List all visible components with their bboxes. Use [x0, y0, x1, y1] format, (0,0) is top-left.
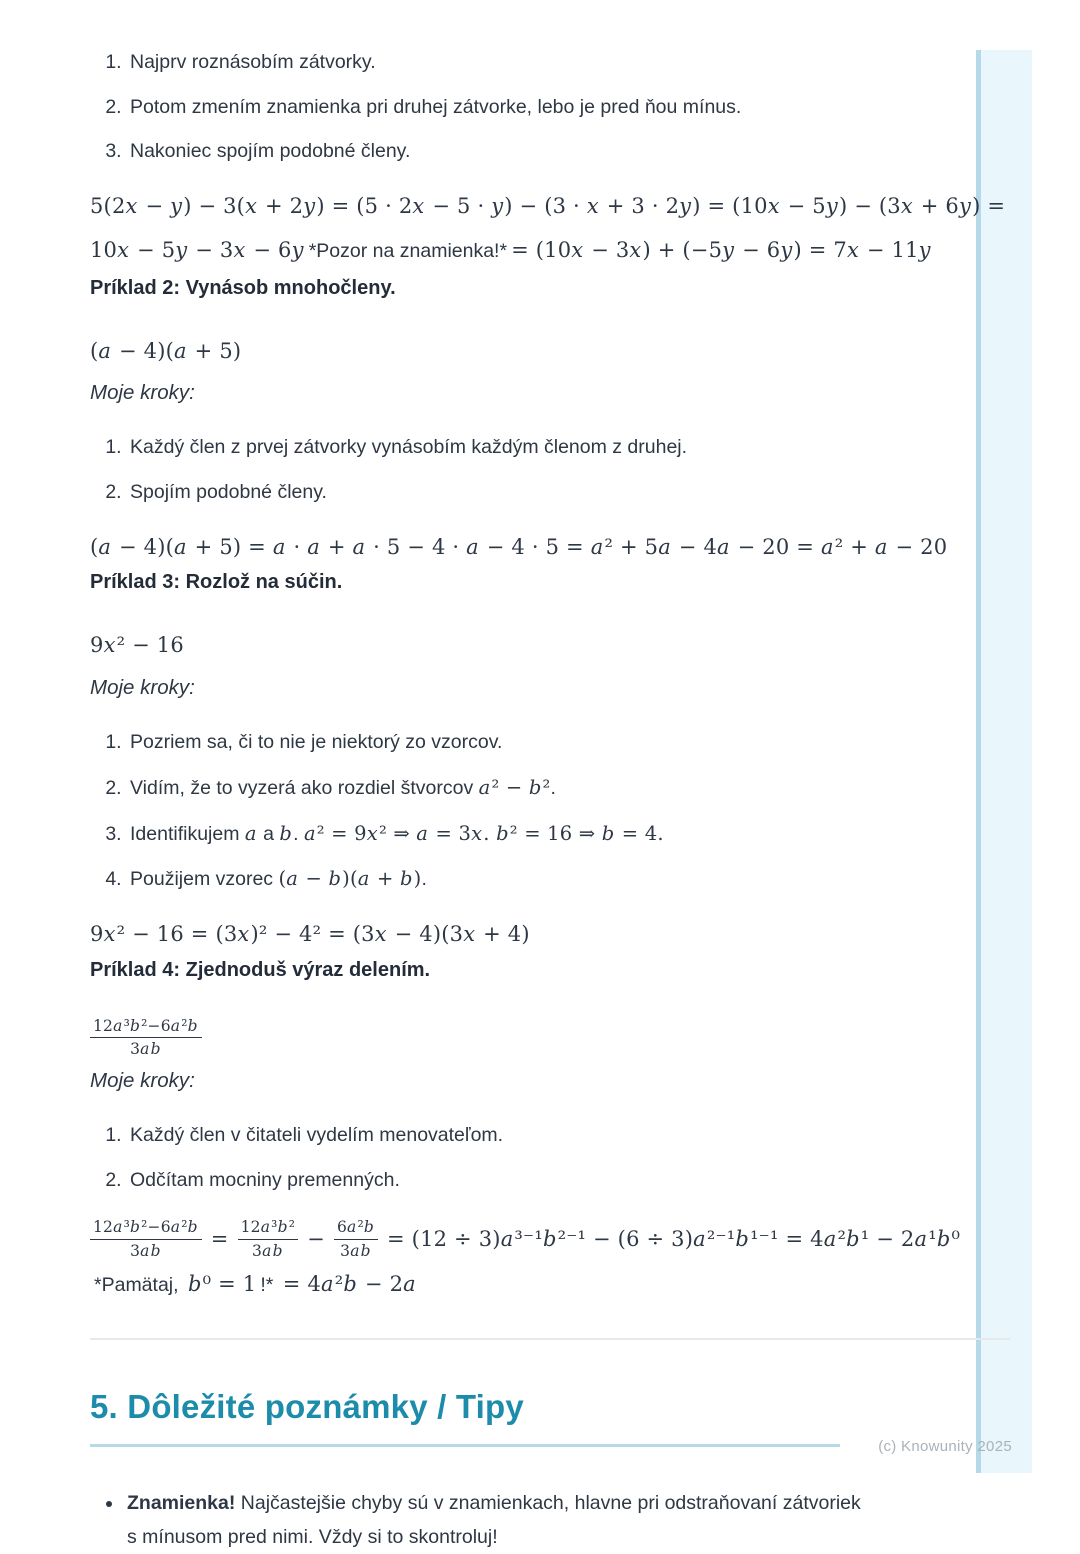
list-item	[127, 730, 1010, 756]
math-expression: −	[307, 1227, 325, 1252]
fraction-denominator: 3ab	[130, 1039, 161, 1058]
example-3-steps-list	[90, 730, 1010, 893]
math-line	[90, 1267, 1010, 1303]
math-expression: = 4a²b − 2a	[282, 1271, 416, 1296]
math-expression: 9x² − 16 = (3x)² − 4² = (3x − 4)(3x + 4)	[90, 922, 530, 947]
fraction-denominator: 3ab	[130, 1241, 161, 1260]
step-text: .	[293, 822, 304, 845]
list-item: 1. Každý člen v čitateli vydelím menovateľom.	[127, 1123, 1010, 1149]
step-text: a	[257, 822, 280, 845]
math-line	[90, 917, 1010, 953]
inline-note: *Pozor na znamienka!*	[308, 239, 508, 262]
fraction-denominator: 3ab	[252, 1241, 283, 1260]
list-item: 2. Potom zmením znamienka pri druhej zátvorke, lebo je pred ňou mínus.	[127, 95, 1010, 121]
math-expression: 10x − 5y − 3x − 6y	[90, 237, 304, 262]
step-text: Pozriem sa, či to nie je niektorý zo vzorcov.	[130, 731, 503, 754]
fraction-denominator: 3ab	[340, 1241, 371, 1260]
example-4-title: Príklad 4: Zjednoduš výraz delením.	[90, 958, 431, 981]
fraction	[238, 1217, 299, 1260]
list-item	[124, 1487, 869, 1553]
my-steps-label: Moje kroky:	[90, 381, 195, 405]
list-item	[127, 866, 1010, 893]
list-item: 1. Každý člen z prvej zátvorky vynásobím každým členom z druhej.	[127, 435, 1010, 461]
fraction-numerator: 6a²b	[334, 1217, 378, 1239]
list-item	[127, 775, 1010, 802]
math-expression: = (12 ÷ 3)a³⁻¹b²⁻¹ − (6 ÷ 3)a²⁻¹b¹⁻¹ = 4a²b¹ − 2a¹b⁰	[387, 1227, 961, 1252]
fraction-numerator: 12a³b²−6a²b	[90, 1217, 202, 1239]
fraction	[90, 1016, 202, 1059]
math-expression: (a − 4)(a + 5)	[90, 338, 242, 363]
math-derivation-1	[90, 189, 1010, 268]
step-text: .	[550, 776, 556, 799]
example-2-title: Príklad 2: Vynásob mnohočleny.	[90, 276, 396, 299]
step-text: Identifikujem	[130, 822, 245, 845]
step-text: Použijem vzorec	[130, 868, 279, 891]
math-expression: a² − b²	[478, 775, 551, 799]
my-steps-label: Moje kroky:	[90, 676, 195, 700]
math-expression: b⁰ = 1	[187, 1271, 257, 1296]
math-line	[90, 530, 1010, 566]
fraction-numerator: 12a³b²−6a²b	[90, 1016, 202, 1038]
tips-list	[90, 1487, 869, 1553]
list-item: 1. Najprv roznásobím zátvorky.	[127, 50, 1010, 76]
step-text: Vidím, že to vyzerá ako rozdiel štvorcov	[130, 776, 479, 799]
example-4-steps-list	[90, 1123, 1010, 1193]
math-line	[90, 1016, 1010, 1059]
step-text: .	[421, 868, 427, 891]
math-expression: = (10x − 3x) + (−5y − 6y) = 7x − 11y	[511, 237, 931, 262]
fraction	[90, 1217, 202, 1260]
intro-steps-list	[90, 50, 1010, 165]
list-item: 3. Nakoniec spojím podobné členy.	[127, 139, 1010, 165]
section-divider	[90, 1338, 1010, 1340]
example-2-steps-list	[90, 435, 1010, 505]
math-expression: a² = 9x² ⇒ a = 3x. b² = 16 ⇒ b = 4.	[303, 821, 664, 845]
math-expression: (a − 4)(a + 5) = a · a + a · 5 − 4 · a − 4 · 5 = a² + 5a − 4a − 20 = a² + a − 20	[90, 534, 948, 559]
my-steps-label: Moje kroky:	[90, 1069, 195, 1093]
watermark: (c) Knowunity 2025	[878, 1438, 1012, 1455]
math-line	[90, 189, 1010, 225]
math-line	[90, 628, 1010, 664]
math-line	[90, 334, 1010, 370]
math-expression: a	[244, 821, 257, 845]
math-expression: 9x² − 16	[90, 633, 184, 658]
list-item: 2. Spojím podobné členy.	[127, 480, 1010, 506]
math-expression: =	[210, 1227, 229, 1252]
math-expression: (a − b)(a + b)	[278, 867, 422, 891]
tip-keyword: Znamienka!	[127, 1492, 236, 1515]
fraction-numerator: 12a³b²	[238, 1217, 299, 1239]
example-3-title: Príklad 3: Rozlož na súčin.	[90, 571, 343, 594]
math-line	[90, 1217, 1010, 1260]
tip-text: Najčastejšie chyby sú v znamienkach, hlavne pri odstraňovaní zátvoriek s mínusom pred nimi. Vždy si to skontroluj!	[127, 1492, 861, 1548]
section-5-title: 5. Dôležité poznámky / Tipy	[90, 1388, 840, 1447]
math-line	[90, 233, 1010, 269]
math-expression: 5(2x − y) − 3(x + 2y) = (5 · 2x − 5 · y) − (3 · x + 3 · 2y) = (10x − 5y) − (3x + 6y) =	[90, 194, 1006, 219]
math-expression: b	[279, 821, 293, 845]
list-item: 2. Odčítam mocniny premenných.	[127, 1168, 1010, 1194]
list-item	[127, 821, 1010, 848]
inline-note: !*	[260, 1273, 279, 1296]
inline-note: *Pamätaj,	[94, 1273, 184, 1296]
fraction	[334, 1217, 378, 1260]
